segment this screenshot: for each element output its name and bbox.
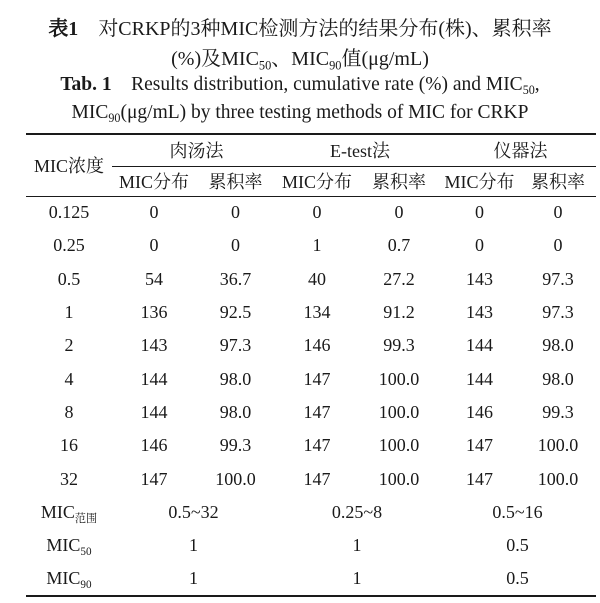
table-row bbox=[26, 429, 596, 462]
mic-distribution-cell: 144 bbox=[466, 335, 493, 356]
caption-zh-line2 bbox=[0, 42, 600, 71]
mic-distribution-cell: 147 bbox=[303, 368, 331, 389]
summary-label bbox=[26, 529, 112, 562]
mic-distribution-cell: 0 bbox=[475, 235, 484, 256]
mic-concentration-cell: 0.125 bbox=[48, 202, 90, 223]
summary-label-subscript: 范围 bbox=[74, 512, 98, 525]
caption-en-part: Results distribution, cumulative rate (%) and MIC bbox=[131, 74, 523, 95]
mic-distribution-cell: 146 bbox=[140, 435, 168, 456]
mic-distribution-cell: 54 bbox=[145, 268, 163, 289]
mic-distribution-cell: 0 bbox=[312, 202, 322, 223]
header-sub-cumulative: 累积率 bbox=[520, 166, 596, 196]
summary-label bbox=[26, 562, 112, 595]
mic-distribution-cell: 147 bbox=[303, 468, 331, 489]
summary-value: 1 bbox=[189, 567, 198, 588]
cumulative-rate-cell: 100.0 bbox=[378, 368, 420, 389]
caption-en-subscript: 90 bbox=[108, 111, 121, 126]
mic-concentration-cell: 16 bbox=[60, 435, 78, 456]
cumulative-rate-cell: 98.0 bbox=[219, 401, 252, 422]
cumulative-rate-cell: 0 bbox=[231, 202, 240, 223]
table-row bbox=[26, 196, 596, 229]
cumulative-rate-cell: 99.3 bbox=[383, 335, 415, 356]
mic-distribution-cell: 146 bbox=[303, 335, 331, 356]
cumulative-rate-cell: 100.0 bbox=[537, 468, 579, 489]
header-sub-distribution: MIC分布 bbox=[112, 166, 196, 196]
caption-en-part: (μg/mL) by three testing methods of MIC for CRKP bbox=[120, 102, 529, 123]
cumulative-rate-cell: 0.7 bbox=[387, 235, 411, 256]
summary-row bbox=[26, 562, 596, 595]
mic-distribution-cell: 136 bbox=[140, 302, 168, 323]
summary-label-subscript: 90 bbox=[80, 578, 92, 591]
mic-distribution-cell: 147 bbox=[303, 401, 331, 422]
caption-zh-subscript: 50 bbox=[258, 58, 272, 73]
mic-distribution-cell: 134 bbox=[303, 302, 331, 323]
mic-distribution-cell: 146 bbox=[466, 401, 493, 422]
header-method-etest: E-test法 bbox=[275, 134, 439, 166]
header-sub-cumulative: 累积率 bbox=[196, 166, 275, 196]
mic-concentration-cell: 4 bbox=[64, 368, 74, 389]
cumulative-rate-cell: 91.2 bbox=[383, 302, 415, 323]
mic-concentration-cell: 32 bbox=[60, 468, 78, 489]
mic-distribution-cell: 0 bbox=[475, 202, 484, 223]
caption-zh-label: 表1 bbox=[48, 18, 79, 40]
mic-concentration-cell: 0.5 bbox=[57, 268, 81, 289]
mic-distribution-cell: 143 bbox=[140, 335, 168, 356]
summary-value: 0.25~8 bbox=[331, 501, 383, 522]
table-row bbox=[26, 263, 596, 296]
caption-en-part: , bbox=[534, 74, 540, 95]
summary-label-subscript: 50 bbox=[80, 546, 92, 558]
cumulative-rate-cell: 92.5 bbox=[219, 302, 252, 323]
table-row bbox=[26, 329, 596, 362]
caption-en-line2 bbox=[0, 102, 600, 124]
mic-distribution-cell: 1 bbox=[312, 235, 322, 256]
mic-distribution-cell: 0 bbox=[149, 202, 159, 223]
caption-zh-part: (%)及MIC bbox=[171, 48, 259, 70]
mic-distribution-cell: 144 bbox=[140, 368, 168, 389]
caption-zh-text: 对CRKP的3种MIC检测方法的结果分布(株)、累积率 bbox=[98, 18, 552, 40]
header-mic-concentration: MIC浓度 bbox=[26, 134, 112, 196]
cumulative-rate-cell: 100.0 bbox=[378, 468, 420, 489]
header-sub-distribution: MIC分布 bbox=[275, 166, 359, 196]
summary-value: 1 bbox=[352, 535, 362, 556]
table-row bbox=[26, 229, 596, 262]
mic-distribution-cell: 0 bbox=[149, 235, 159, 256]
cumulative-rate-cell: 0 bbox=[394, 202, 404, 223]
cumulative-rate-cell: 0 bbox=[553, 235, 563, 256]
cumulative-rate-cell: 97.3 bbox=[542, 302, 574, 323]
cumulative-rate-cell: 0 bbox=[231, 235, 240, 256]
mic-concentration-cell: 8 bbox=[64, 401, 74, 422]
summary-row bbox=[26, 529, 596, 562]
mic-distribution-cell: 143 bbox=[466, 302, 493, 323]
table-row bbox=[26, 462, 596, 495]
header-method-instrument: 仪器法 bbox=[439, 134, 596, 166]
caption-zh-part: 值(μg/mL) bbox=[341, 48, 429, 70]
cumulative-rate-cell: 100.0 bbox=[378, 401, 420, 422]
mic-distribution-cell: 144 bbox=[466, 368, 493, 389]
summary-label-text: MIC bbox=[46, 535, 81, 556]
mic-distribution-cell: 40 bbox=[308, 268, 326, 289]
cumulative-rate-cell: 97.3 bbox=[542, 268, 574, 289]
summary-value: 0.5 bbox=[506, 535, 529, 556]
caption-zh-subscript: 90 bbox=[329, 58, 342, 73]
summary-value: 1 bbox=[189, 535, 198, 556]
cumulative-rate-cell: 98.0 bbox=[542, 368, 574, 389]
summary-value: 0.5~16 bbox=[492, 501, 543, 522]
summary-value: 0.5 bbox=[506, 567, 529, 588]
cumulative-rate-cell: 27.2 bbox=[383, 268, 415, 289]
cumulative-rate-cell: 36.7 bbox=[219, 268, 252, 289]
summary-label-text: MIC bbox=[46, 567, 81, 588]
caption-en-part: MIC bbox=[71, 102, 109, 123]
mic-distribution-cell: 144 bbox=[140, 401, 168, 422]
caption-en-subscript: 50 bbox=[522, 83, 535, 98]
header-sub-cumulative: 累积率 bbox=[359, 166, 439, 196]
cumulative-rate-cell: 100.0 bbox=[378, 435, 420, 456]
caption-en-label: Tab. 1 bbox=[60, 74, 112, 95]
caption-zh-line1 bbox=[0, 12, 600, 41]
cumulative-rate-cell: 100.0 bbox=[537, 435, 579, 456]
cumulative-rate-cell: 98.0 bbox=[542, 335, 574, 356]
mic-distribution-cell: 147 bbox=[466, 468, 493, 489]
mic-concentration-cell: 2 bbox=[64, 335, 74, 356]
table-row bbox=[26, 296, 596, 329]
summary-value: 0.5~32 bbox=[168, 501, 219, 522]
header-sub-distribution: MIC分布 bbox=[439, 166, 520, 196]
table-body bbox=[26, 196, 596, 596]
table-row bbox=[26, 362, 596, 395]
cumulative-rate-cell: 0 bbox=[553, 202, 563, 223]
mic-concentration-cell: 0.25 bbox=[53, 235, 85, 256]
cumulative-rate-cell: 98.0 bbox=[219, 368, 252, 389]
caption-zh-part: 、MIC bbox=[271, 48, 330, 70]
cumulative-rate-cell: 100.0 bbox=[215, 468, 256, 489]
mic-distribution-cell: 147 bbox=[140, 468, 168, 489]
caption-en-line1 bbox=[0, 74, 600, 96]
summary-label bbox=[26, 496, 112, 529]
header-method-broth: 肉汤法 bbox=[112, 134, 275, 166]
mic-distribution-cell: 147 bbox=[303, 435, 331, 456]
summary-label-text: MIC bbox=[40, 501, 75, 522]
table-row bbox=[26, 396, 596, 429]
summary-value: 1 bbox=[352, 567, 362, 588]
cumulative-rate-cell: 97.3 bbox=[219, 335, 252, 356]
mic-concentration-cell: 1 bbox=[64, 302, 74, 323]
mic-distribution-cell: 143 bbox=[466, 268, 493, 289]
cumulative-rate-cell: 99.3 bbox=[542, 401, 574, 422]
results-table bbox=[26, 133, 596, 597]
cumulative-rate-cell: 99.3 bbox=[219, 435, 252, 456]
summary-row bbox=[26, 496, 596, 529]
mic-distribution-cell: 147 bbox=[466, 435, 493, 456]
